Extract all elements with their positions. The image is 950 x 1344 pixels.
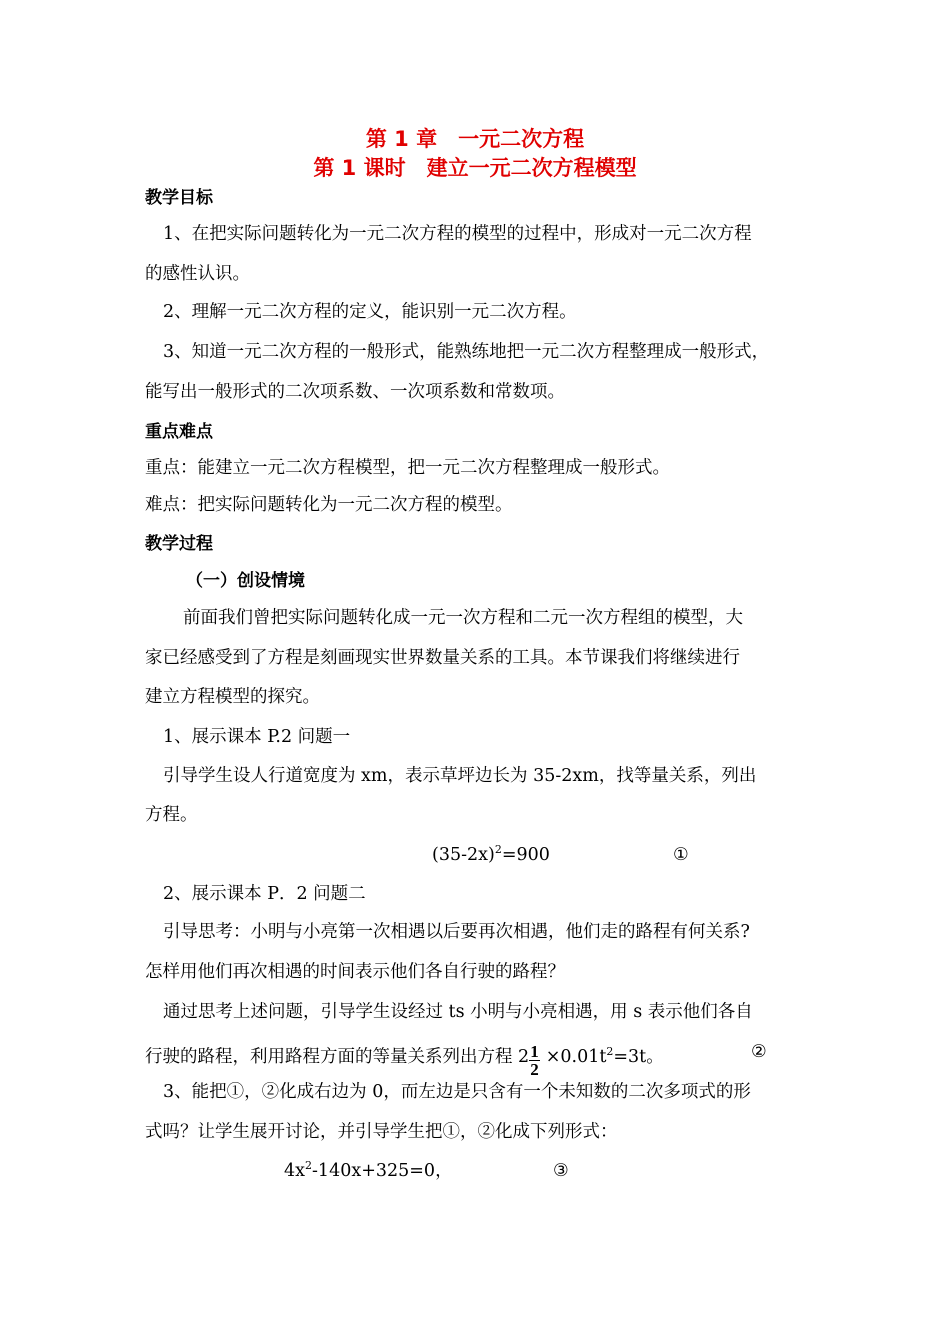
equation-1-exponent: 2 <box>494 843 502 856</box>
objective-2: 2、理解一元二次方程的定义，能识别一元二次方程。 <box>163 302 577 322</box>
equation-3-marker: ③ <box>553 1161 569 1181</box>
step-2-guide-line-1: 引导思考：小明与小亮第一次相遇以后要再次相遇，他们走的路程有何关系? <box>163 922 750 942</box>
step-2-think-line-2 <box>145 1040 664 1079</box>
equation-2-marker: ② <box>751 1042 767 1062</box>
objective-1-line-2: 的感性认识。 <box>145 264 250 284</box>
equation-1 <box>432 843 550 867</box>
step-2-think-text: 行驶的路程，利用路程方面的等量关系列出方程 2 <box>145 1047 530 1067</box>
equation-2-part-a: ×0.01t <box>545 1047 607 1067</box>
step-1-title: 1、展示课本 P.2 问题一 <box>163 727 351 747</box>
equation-1-marker: ① <box>673 845 689 865</box>
keypoints-heading: 重点难点 <box>145 422 213 442</box>
lesson-title: 第 1 课时 建立一元二次方程模型 <box>313 156 637 180</box>
step-2-think-line-1: 通过思考上述问题，引导学生设经过 ts 小明与小亮相遇，用 s 表示他们各自 <box>163 1002 753 1022</box>
process-heading: 教学过程 <box>145 534 213 554</box>
equation-1-rest: =900 <box>501 845 550 865</box>
keypoint-difficulty: 难点：把实际问题转化为一元二次方程的模型。 <box>145 495 513 515</box>
fraction-one-half <box>529 1043 540 1078</box>
objective-3-line-2: 能写出一般形式的二次项系数、一次项系数和常数项。 <box>145 382 565 402</box>
equation-2-exponent: 2 <box>606 1045 614 1058</box>
step-2-title: 2、展示课本 P．2 问题二 <box>163 884 366 904</box>
step-3-line-1: 3、能把①，②化成右边为 0，而左边是只含有一个未知数的二次多项式的形 <box>163 1082 751 1102</box>
fraction-numerator: 1 <box>530 1042 539 1061</box>
section-heading-scenario: （一）创设情境 <box>186 571 305 591</box>
equation-3-exponent: 2 <box>305 1159 313 1172</box>
intro-line-2: 家已经感受到了方程是刻画现实世界数量关系的工具。本节课我们将继续进行 <box>145 648 740 668</box>
keypoint-key: 重点：能建立一元二次方程模型，把一元二次方程整理成一般形式。 <box>145 458 670 478</box>
equation-3-part-a: 4x <box>284 1161 306 1181</box>
fraction-denominator: 2 <box>530 1060 539 1079</box>
chapter-title: 第 1 章 一元二次方程 <box>365 127 585 151</box>
objective-3-line-1: 3、知道一元二次方程的一般形式，能熟练地把一元二次方程整理成一般形式， <box>163 342 770 362</box>
equation-2-part-b: =3t。 <box>613 1047 664 1067</box>
equation-3-part-b: -140x+325=0， <box>312 1161 453 1181</box>
equation-1-base: (35-2x) <box>432 845 495 865</box>
step-1-guide-line-1: 引导学生设人行道宽度为 xm，表示草坪边长为 35-2xm，找等量关系，列出 <box>163 766 757 786</box>
step-1-guide-line-2: 方程。 <box>145 805 198 825</box>
step-3-line-2: 式吗？让学生展开讨论，并引导学生把①，②化成下列形式： <box>145 1122 618 1142</box>
objective-1-line-1: 1、在把实际问题转化为一元二次方程的模型的过程中，形成对一元二次方程 <box>163 224 752 244</box>
equation-3 <box>284 1159 453 1183</box>
intro-line-1: 前面我们曾把实际问题转化成一元一次方程和二元一次方程组的模型，大 <box>183 608 743 628</box>
intro-line-3: 建立方程模型的探究。 <box>145 687 320 707</box>
step-2-guide-line-2: 怎样用他们再次相遇的时间表示他们各自行驶的路程？ <box>145 962 565 982</box>
objectives-heading: 教学目标 <box>145 188 213 208</box>
